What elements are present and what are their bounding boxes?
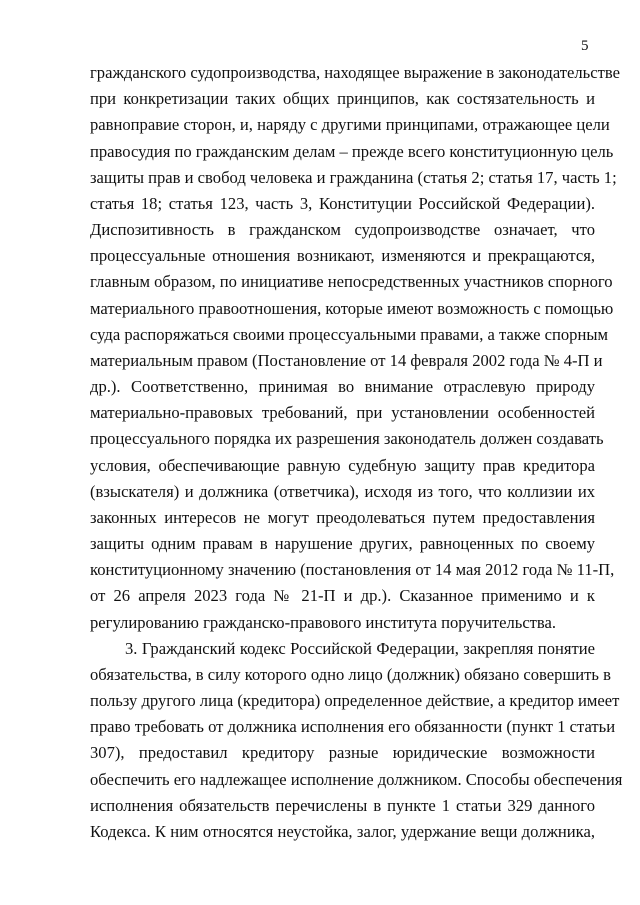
text-line: Диспозитивность в гражданском судопроизводстве означает, что: [90, 220, 595, 240]
text-line: (взыскателя) и должника (ответчика), исходя из того, что коллизии их: [90, 481, 595, 501]
text-line: защиты одним правам в нарушение других, равноценных по своему: [90, 534, 595, 554]
text-line: материального правоотношения, которые имеют возможность с помощью: [90, 298, 614, 318]
text-line: пользу другого лица (кредитора) определенное действие, а кредитор имеет: [90, 691, 620, 711]
text-line: законных интересов не могут преодолеваться путем предоставления: [90, 507, 595, 527]
text-line: процессуальные отношения возникают, изменяются и прекращаются,: [90, 246, 595, 266]
text-line: исполнения обязательств перечислены в пункте 1 статьи 329 данного: [90, 795, 595, 815]
text-line: материально-правовых требований, при установлении особенностей: [90, 403, 595, 423]
text-line: регулированию гражданско-правового института поручительства.: [90, 612, 557, 632]
text-line: процессуального порядка их разрешения законодатель должен создавать: [90, 429, 604, 449]
text-line: статья 18; статья 123, часть 3, Конституции Российской Федерации).: [90, 193, 595, 213]
text-line: при конкретизации таких общих принципов, как состязательность и: [90, 89, 595, 109]
text-line: гражданского судопроизводства, находящее выражение в законодательстве: [90, 63, 620, 82]
text-line: конституционному значению (постановления от 14 мая 2012 года № 11-П,: [90, 560, 615, 580]
text-line: суда распоряжаться своими процессуальными правами, а также спорным: [90, 324, 609, 344]
text-line: равноправие сторон, и, наряду с другими принципами, отражающее цели: [90, 115, 610, 135]
text-line: от 26 апреля 2023 года № 21-П и др.). Сказанное применимо и к: [90, 586, 595, 606]
page-number: 5: [581, 38, 589, 54]
text-line: 3. Гражданский кодекс Российской Федерации, закрепляя понятие: [125, 638, 595, 658]
text-line: материальным правом (Постановление от 14 февраля 2002 года № 4-П и: [90, 350, 603, 370]
text-line: главным образом, по инициативе непосредственных участников спорного: [90, 272, 613, 292]
text-line: 307), предоставил кредитору разные юридические возможности: [90, 743, 595, 763]
text-line: др.). Соответственно, принимая во внимание отраслевую природу: [90, 377, 595, 397]
text-line: обязательства, в силу которого одно лицо (должник) обязано совершить в: [90, 664, 611, 684]
text-line: защиты прав и свобод человека и гражданина (статья 2; статья 17, часть 1;: [90, 167, 617, 187]
text-line: правосудия по гражданским делам – прежде всего конституционную цель: [90, 141, 614, 161]
paragraph-continuation: [90, 60, 620, 636]
text-line: право требовать от должника исполнения его обязанности (пункт 1 статьи: [90, 717, 616, 737]
paragraph-section-3: [90, 636, 623, 845]
text-line: условия, обеспечивающие равную судебную защиту прав кредитора: [90, 455, 595, 475]
text-line: Кодекса. К ним относятся неустойка, залог, удержание вещи должника,: [90, 821, 595, 841]
document-body: [90, 60, 623, 845]
text-line: обеспечить его надлежащее исполнение должником. Способы обеспечения: [90, 769, 623, 789]
